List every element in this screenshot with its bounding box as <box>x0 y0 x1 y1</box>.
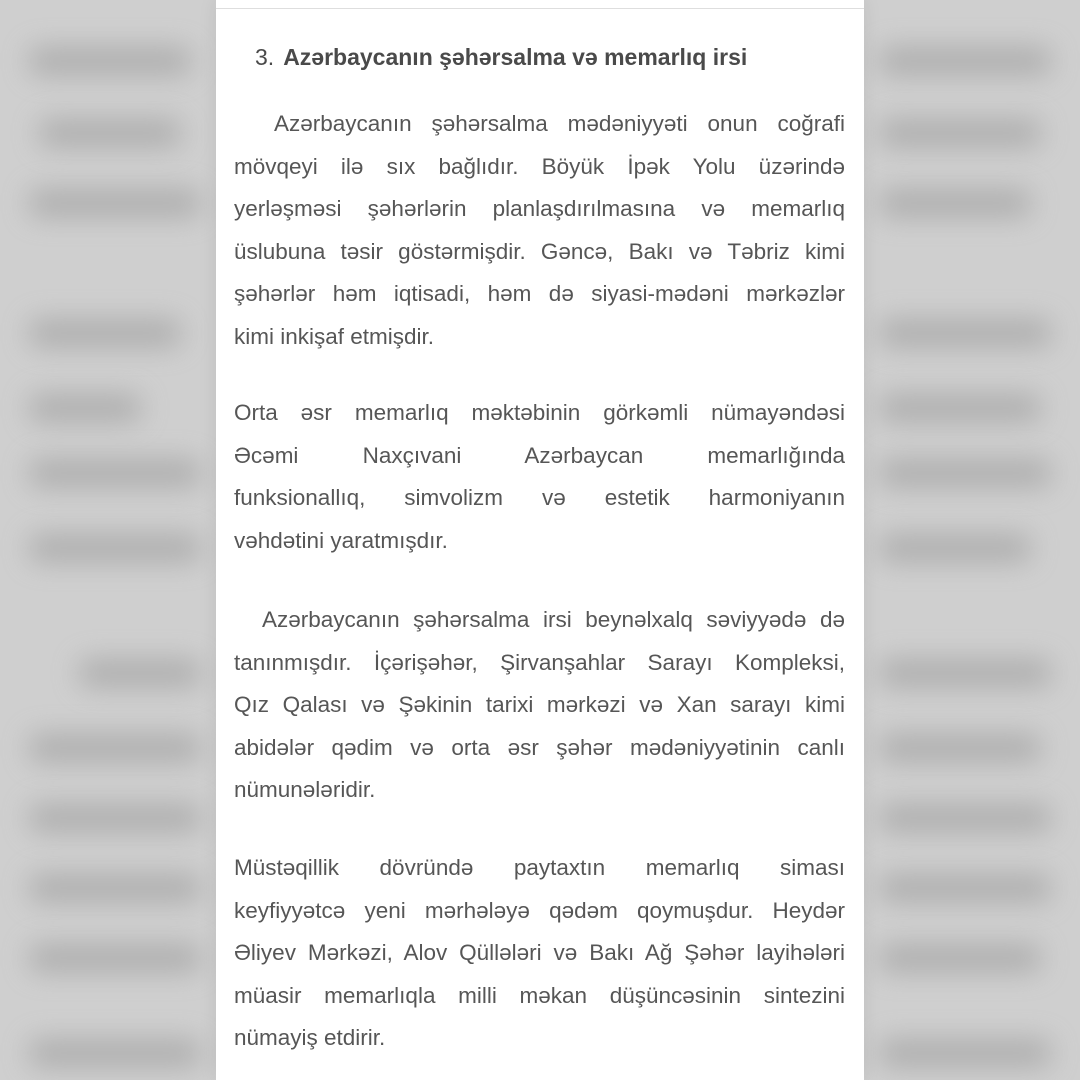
blurred-background <box>80 660 200 686</box>
blurred-background <box>880 460 1050 486</box>
blurred-background <box>880 805 1050 831</box>
paragraph-line: Müstəqillik dövründə paytaxtın memarlıq siması <box>234 855 845 880</box>
paragraph-line: abidələr qədim və orta əsr şəhər mədəniyyətinin canlı <box>234 734 845 760</box>
paragraph-3 <box>234 599 845 812</box>
paragraph-line: vəhdətini yaratmışdır. <box>234 527 448 553</box>
blurred-background <box>880 190 1030 216</box>
paragraph-line: yerləşməsi şəhərlərin planlaşdırılmasına və memarlıq <box>234 196 845 221</box>
paragraph-line: tanınmışdır. İçərişəhər, Şirvanşahlar Sarayı Kompleksi, <box>234 649 845 675</box>
blurred-background <box>30 1040 200 1066</box>
paragraph-line: Azərbaycanın şəhərsalma irsi beynəlxalq səviyyədə də <box>262 607 845 632</box>
blurred-background <box>880 1040 1050 1066</box>
blurred-background <box>30 875 200 901</box>
blurred-background <box>30 395 140 421</box>
blurred-background <box>30 320 180 346</box>
blurred-background <box>880 735 1040 761</box>
section-number: 3. <box>255 44 275 70</box>
paragraph-2 <box>234 392 845 562</box>
blurred-background <box>30 460 200 486</box>
blurred-background <box>40 120 180 146</box>
blurred-background <box>30 805 200 831</box>
paragraph-line: nümunələridir. <box>234 777 376 802</box>
paragraph-line: Azərbaycanın şəhərsalma mədəniyyəti onun coğrafi <box>274 111 845 136</box>
blurred-background <box>880 875 1050 901</box>
blurred-background <box>30 190 200 216</box>
document-page <box>216 0 864 1080</box>
paragraph-line: Əliyev Mərkəzi, Alov Qüllələri və Bakı Ağ Şəhər layihələri <box>234 940 845 965</box>
blurred-background <box>880 395 1040 421</box>
paragraph-line: üslubuna təsir göstərmişdir. Gəncə, Bakı və Təbriz kimi <box>234 238 845 264</box>
blurred-background <box>880 660 1050 686</box>
paragraph-line: Orta əsr memarlıq məktəbinin görkəmli nümayəndəsi <box>234 400 845 425</box>
blurred-background <box>880 945 1040 971</box>
blurred-background <box>30 735 200 761</box>
blurred-background <box>880 120 1040 146</box>
paragraph-1 <box>234 103 845 358</box>
blurred-background <box>880 535 1030 561</box>
paragraph-line: şəhərlər həm iqtisadi, həm də siyasi-mədəni mərkəzlər <box>234 281 845 306</box>
top-divider <box>216 8 864 9</box>
paragraph-line: keyfiyyətcə yeni mərhələyə qədəm qoymuşdur. Heydər <box>234 897 845 923</box>
paragraph-line: Əcəmi Naxçıvani Azərbaycan memarlığında <box>234 442 845 468</box>
blurred-background <box>30 945 200 971</box>
paragraph-line: müasir memarlıqla milli məkan düşüncəsinin sintezini <box>234 982 845 1008</box>
paragraph-line: kimi inkişaf etmişdir. <box>234 323 435 349</box>
paragraph-line: funksionallıq, simvolizm və estetik harmoniyanın <box>234 485 845 510</box>
section-heading <box>255 42 845 72</box>
paragraph-line: mövqeyi ilə sıx bağlıdır. Böyük İpək Yolu üzərində <box>234 153 845 179</box>
section-title: Azərbaycanın şəhərsalma və memarlıq irsi <box>283 44 748 70</box>
blurred-background <box>30 48 190 74</box>
blurred-background <box>30 535 200 561</box>
paragraph-line: nümayiş etdirir. <box>234 1025 386 1050</box>
blurred-background <box>880 48 1050 74</box>
paragraph-4 <box>234 847 845 1060</box>
blurred-background <box>880 320 1050 346</box>
paragraph-line: Qız Qalası və Şəkinin tarixi mərkəzi və Xan sarayı kimi <box>234 692 845 717</box>
